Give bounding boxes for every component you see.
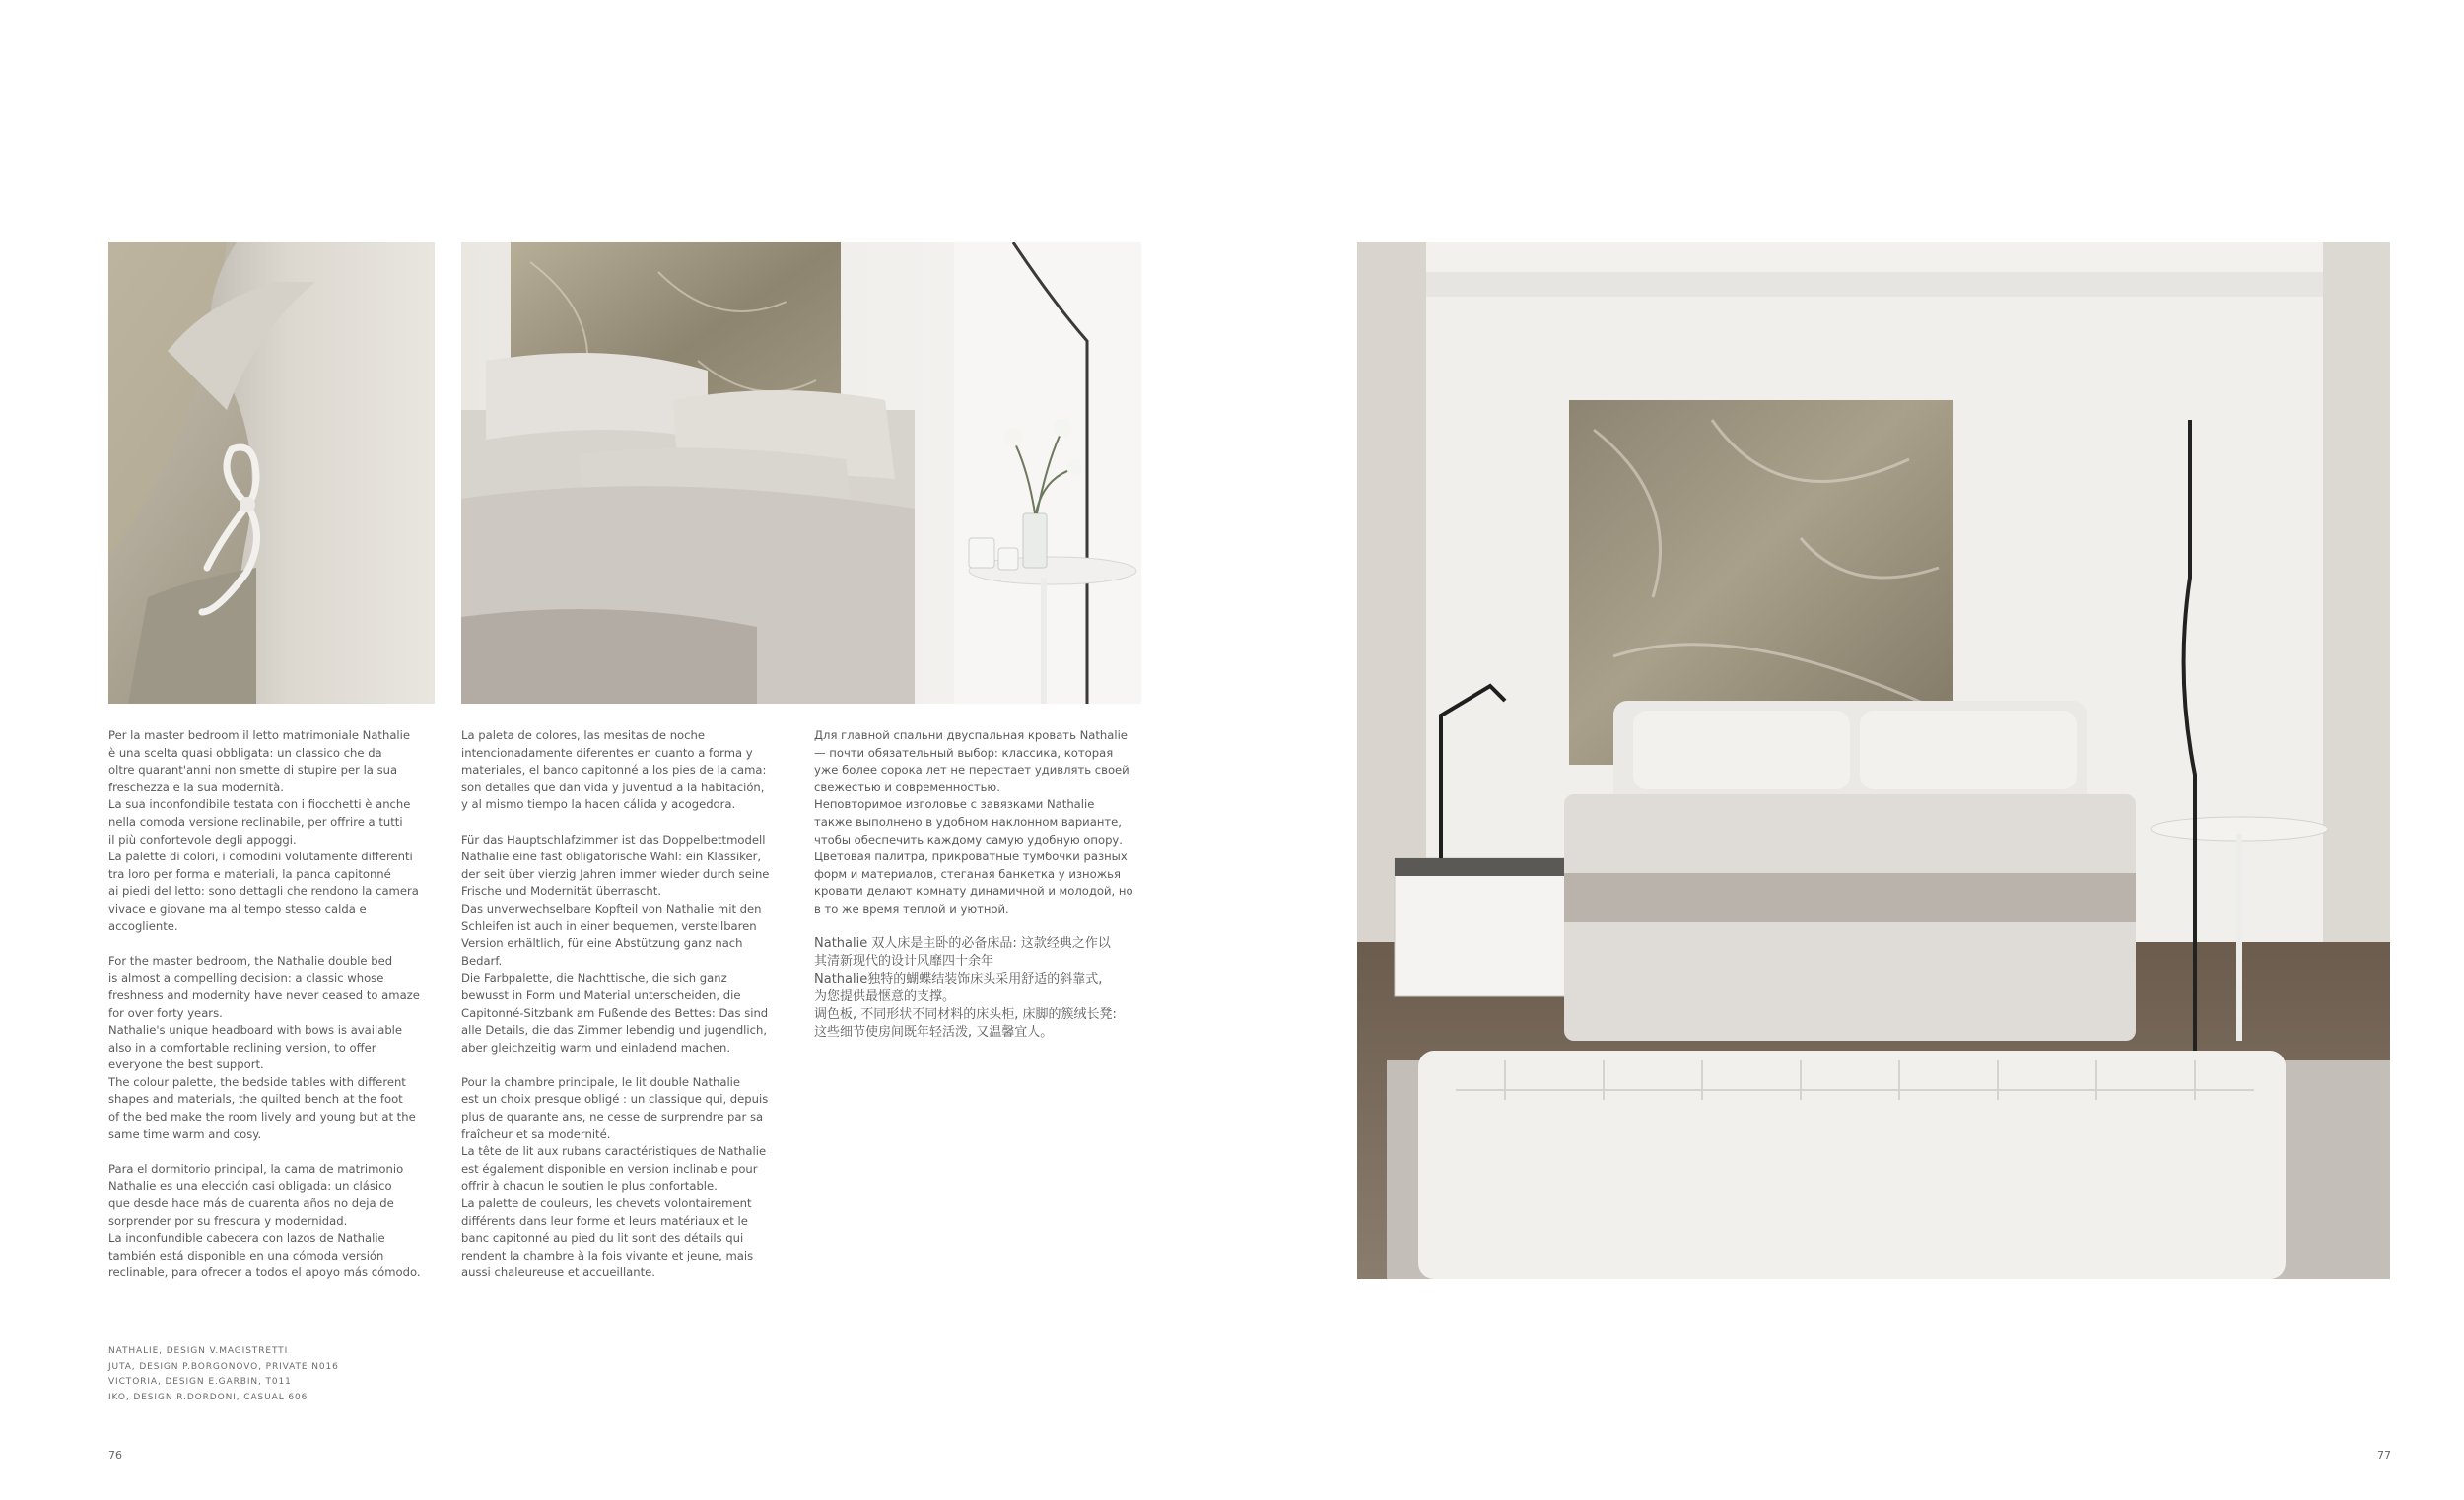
text-column-middle [461, 727, 791, 1300]
photo-bedroom-bench [1357, 242, 2390, 1279]
paragraph-spanish: Para el dormitorio principal, la cama de matrimonio Nathalie es una elección casi obligada: un clásico que desde hace más de cuarenta años no deja de sorprender por su frescura y modernidad. La inconfundible cabecera con lazos de Nathalie también está disponible en una cómoda versión reclinable, para ofrecer a todos el apoyo más cómodo. [108, 1161, 421, 1280]
photo-bed-side-table [461, 242, 1141, 704]
product-credits [108, 1344, 339, 1405]
paragraph-russian: Для главной спальни двуспальная кровать Nathalie — почти обязательный выбор: классика, которая уже более сорока лет не перестает удивлять своей свежестью и современностью. Неповторимое изголовье с завязками Nathalie также выполнено в удобном наклонном варианте, чтобы обеспечить каждому самую удобную опору. Цветовая палитра, прикроватные тумбочки разных форм и материалов, стеганая банкетка у изножья кровати делают комнату динамичной и молодой, но в то же время теплой и уютной. [814, 728, 1133, 916]
paragraph-german: Für das Hauptschlafzimmer ist das Doppelbettmodell Nathalie eine fast obligatorische Wahl: ein Klassiker, der seit über vierzig Jahren immer wieder durch seine Frische und Modernität überrascht. Das unverwechselbare Kopfteil von Nathalie mit den Schleifen ist auch in einer bequemen, verstellbaren Version erhältlich, für eine Abstützung ganz nach Bedarf. Die Farbpalette, die Nachttische, die sich ganz bewusst in Form und Material unterscheiden, die Capitonné-Sitzbank am Fußende des Bettes: Das sind alle Details, die das Zimmer lebendig und jugendlich, aber gleichzeitig warm und einladend machen. [461, 832, 770, 1055]
credit-line: JUTA, DESIGN P.BORGONOVO, PRIVATE N016 [108, 1361, 339, 1372]
page-number-left: 76 [108, 1449, 122, 1462]
paragraph-spanish-cont: La paleta de colores, las mesitas de noche intencionadamente diferentes en cuanto a forma y materiales, el banco capitonné a los pies de la cama: son detalles que dan vida y juventud a la habitación, y al mismo tiempo la hacen cálida y acogedora. [461, 728, 767, 812]
text-column-right [814, 727, 1149, 1059]
paragraph-chinese: Nathalie 双人床是主卧的必备床品: 这款经典之作以 其清新现代的设计风靡四十余年 Nathalie独特的蝴蝶结装饰床头采用舒适的斜靠式, 为您提供最惬意的支撑。 调色板, 不同形状不同材料的床头柜, 床脚的簇绒长凳: 这些细节使房间既年轻活泼, 又温馨宜人。 [814, 936, 1117, 1041]
paragraph-english: For the master bedroom, the Nathalie double bed is almost a compelling decision: a classic whose freshness and modernity have never ceased to amaze for over forty years. Nathalie's unique headboard with bows is available also in a comfortable reclining version, to offer everyone the best support. The colour palette, the bedside tables with different shapes and materials, the quilted bench at the foot of the bed make the room lively and young but at the same time warm and cosy. [108, 953, 420, 1141]
paragraph-french: Pour la chambre principale, le lit double Nathalie est un choix presque obligé : un classique qui, depuis plus de quarante ans, ne cesse de surprendre par sa fraîcheur et sa modernité. La tête de lit aux rubans caractéristiques de Nathalie est également disponible en version inclinable pour offrir à chacun le soutien le plus confortable. La palette de couleurs, les chevets volontairement différents dans leur forme et leurs matériaux et le banc capitonné au pied du lit sont des détails qui rendent la chambre à la fois vivante et jeune, mais aussi chaleureuse et accueillante. [461, 1074, 769, 1280]
credit-line: IKO, DESIGN R.DORDONI, CASUAL 606 [108, 1392, 308, 1402]
paragraph-italian: Per la master bedroom il letto matrimoniale Nathalie è una scelta quasi obbligata: un classico che da oltre quarant'anni non smette di stupire per la sua freschezza e la sua modernità. La sua inconfondibile testata con i fiocchetti è anche nella comoda versione reclinabile, per offrire a tutti il più confortevole degli appoggi. La palette di colori, i comodini volutamente differenti tra loro per forma e materiali, la panca capitonné ai piedi del letto: sono dettagli che rendono la camera vivace e giovane ma al tempo stesso calda e accogliente. [108, 728, 419, 933]
photo-headboard-bow [108, 242, 435, 704]
page-number-right: 77 [2377, 1449, 2391, 1462]
credit-line: NATHALIE, DESIGN V.MAGISTRETTI [108, 1346, 289, 1356]
credit-line: VICTORIA, DESIGN E.GARBIN, T011 [108, 1377, 292, 1388]
text-column-left [108, 727, 439, 1300]
